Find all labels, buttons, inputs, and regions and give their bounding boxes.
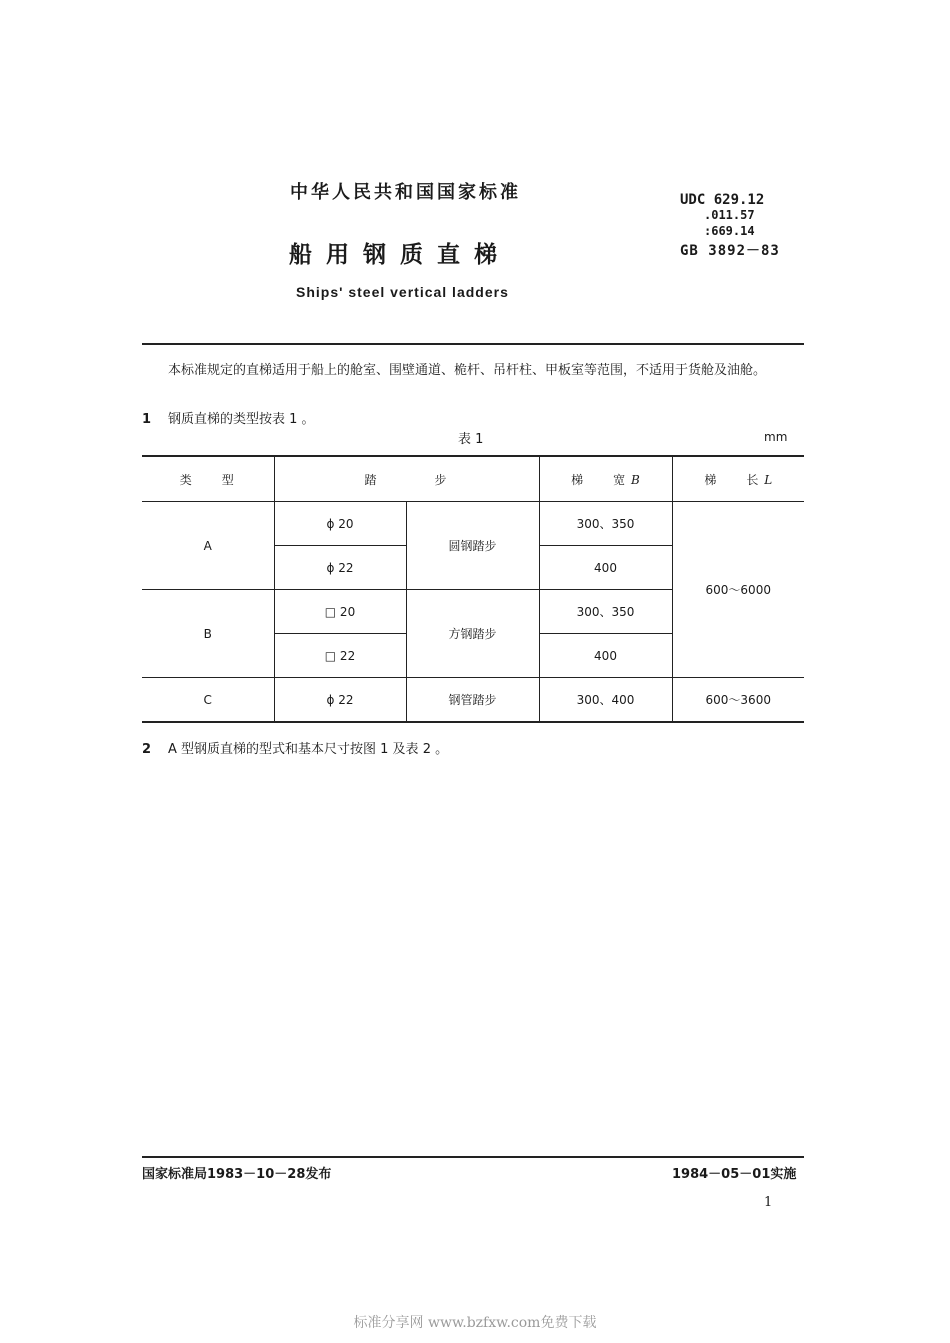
ladder-type-table — [142, 455, 804, 723]
header-divider — [142, 343, 804, 345]
cell-c-length: 600～3600 — [672, 678, 804, 723]
udc-code-line1: UDC 629.12 — [680, 192, 765, 208]
table-row — [142, 502, 804, 546]
issuing-authority: 中华人民共和国国家标准 — [290, 182, 521, 203]
clause-1-number: 1 — [142, 412, 152, 427]
cell-c-spec: ϕ 22 — [274, 678, 406, 723]
header-step: 踏 步 — [274, 456, 539, 502]
cell-type-c: C — [142, 678, 274, 723]
document-title-cn: 船用钢质直梯 — [289, 242, 511, 268]
udc-code-line2: .011.57 — [704, 208, 755, 222]
header-length — [672, 456, 804, 502]
cell-a-step: 圆钢踏步 — [406, 502, 539, 590]
footer-divider — [142, 1156, 804, 1158]
cell-b-step: 方钢踏步 — [406, 590, 539, 678]
table-row — [142, 678, 804, 723]
cell-a1-width: 300、350 — [539, 502, 672, 546]
cell-c-width: 300、400 — [539, 678, 672, 723]
table-caption: 表 1 — [458, 432, 484, 447]
header-width-label: 梯 宽 — [571, 472, 628, 487]
table-header-row — [142, 456, 804, 502]
clause-1 — [142, 408, 315, 427]
page-number: 1 — [764, 1195, 773, 1210]
cell-b1-width: 300、350 — [539, 590, 672, 634]
cell-ab-length: 600～6000 — [672, 502, 804, 678]
cell-a2-width: 400 — [539, 546, 672, 590]
cell-c-step: 钢管踏步 — [406, 678, 539, 723]
cell-a1-spec: ϕ 20 — [274, 502, 406, 546]
header-length-label: 梯 长 — [704, 472, 761, 487]
intro-paragraph — [142, 360, 806, 382]
cell-a2-spec: ϕ 22 — [274, 546, 406, 590]
clause-2-text: A 型钢质直梯的型式和基本尺寸按图 1 及表 2 。 — [168, 742, 449, 757]
clause-2 — [142, 738, 448, 757]
cell-b2-width: 400 — [539, 634, 672, 678]
header-width — [539, 456, 672, 502]
cell-b1-spec: □ 20 — [274, 590, 406, 634]
header-width-symbol: B — [631, 472, 640, 487]
intro-text: 本标准规定的直梯适用于船上的舱室、围壁通道、桅杆、吊杆柱、甲板室等范围，不适用于货舱及油舱。 — [168, 363, 767, 378]
gb-standard-code: GB 3892－83 — [680, 243, 780, 259]
clause-1-text: 钢质直梯的类型按表 1 。 — [168, 412, 315, 427]
header-length-symbol: L — [764, 472, 773, 487]
issue-date: 国家标准局1983－10－28发布 — [142, 1167, 332, 1182]
watermark: 标准分享网 www.bzfxw.com免费下载 — [353, 1315, 597, 1331]
effective-date: 1984－05－01实施 — [672, 1167, 797, 1182]
udc-code-line3: :669.14 — [704, 224, 755, 238]
clause-2-number: 2 — [142, 742, 152, 757]
cell-type-b: B — [142, 590, 274, 678]
cell-type-a: A — [142, 502, 274, 590]
table-unit: mm — [764, 430, 788, 444]
cell-b2-spec: □ 22 — [274, 634, 406, 678]
header-type: 类 型 — [142, 456, 274, 502]
document-title-en: Ships' steel vertical ladders — [296, 284, 509, 300]
